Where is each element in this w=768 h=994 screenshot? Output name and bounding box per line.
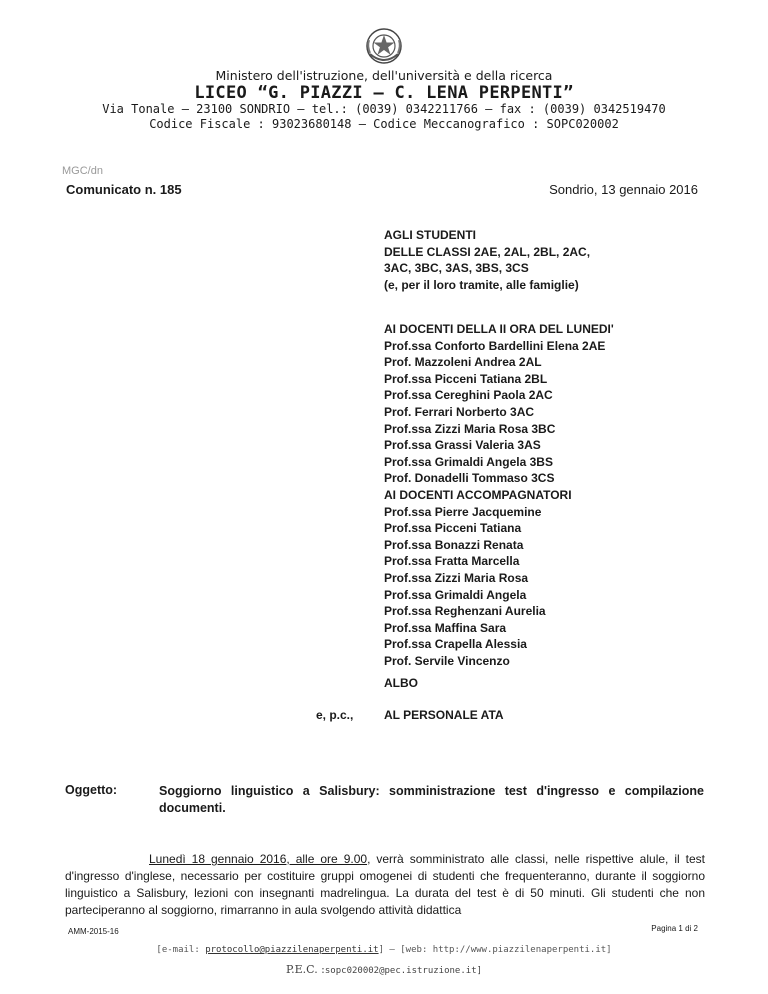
school-name: LICEO “G. PIAZZI – C. LENA PERPENTI” <box>194 83 574 103</box>
recipient-line: Prof.ssa Zizzi Maria Rosa 3BC <box>384 421 556 436</box>
page-number: Pagina 1 di 2 <box>651 924 698 933</box>
email-close: ] <box>378 945 384 955</box>
subject-text <box>159 783 704 817</box>
recipient-line: Prof. Ferrari Norberto 3AC <box>384 404 535 419</box>
ministry-name: Ministero dell'istruzione, dell'università e della ricerca <box>215 68 553 83</box>
body-text: , verrà somministrato alle classi, nelle rispettive alule, il test d'ingresso d'inglese, necessario per costituire gruppi omogenei di studenti che frequenteranno, durante il soggiorno linguistico a Salisbury, lezioni con insegnanti madrelingua. La durata del test è di 50 minuti. Gli studenti che non parteciperanno al soggiorno, rimarranno in aula svolgendo attività didattica <box>65 852 705 917</box>
recipient-line: Prof.ssa Picceni Tatiana <box>384 521 522 536</box>
recipient-line: 3AC, 3BC, 3AS, 3BS, 3CS <box>384 261 529 276</box>
subject-line: Soggiorno linguistico a Salisbury: somministrazione test d'ingresso e compilazione <box>159 784 704 798</box>
recipient-albo: ALBO <box>384 676 418 690</box>
recipient-line: Prof.ssa Grimaldi Angela 3BS <box>384 454 553 469</box>
recipient-line: AGLI STUDENTI <box>384 228 476 242</box>
recipient-line: Prof.ssa Pierre Jacquemine <box>384 504 542 519</box>
recipient-line: Prof. Mazzoleni Andrea 2AL <box>384 355 542 370</box>
recipient-line: Prof.ssa Grassi Valeria 3AS <box>384 438 541 453</box>
recipient-line: Prof.ssa Bonazzi Renata <box>384 537 524 552</box>
recipient-line: AI DOCENTI ACCOMPAGNATORI <box>384 488 572 502</box>
recipients-students <box>384 227 590 293</box>
recipient-line: Prof.ssa Conforto Bardellini Elena 2AE <box>384 338 606 353</box>
document-date: Sondrio, 13 gennaio 2016 <box>549 182 698 197</box>
recipients-teachers <box>384 321 614 487</box>
pec-label: P.E.C. : <box>285 963 325 976</box>
recipient-line: Prof.ssa Maffina Sara <box>384 620 507 635</box>
pec-line <box>0 963 768 976</box>
subject-line: documenti. <box>159 801 226 815</box>
recipient-line: Prof. Donadelli Tommaso 3CS <box>384 471 555 486</box>
recipient-line: (e, per il loro tramite, alle famiglie) <box>384 277 579 292</box>
recipient-line: Prof. Servile Vincenzo <box>384 653 510 668</box>
recipient-line: Prof.ssa Fratta Marcella <box>384 554 520 569</box>
recipient-line: Prof.ssa Picceni Tatiana 2BL <box>384 371 548 386</box>
document-reference: AMM-2015-16 <box>68 927 119 936</box>
recipient-line: Prof.ssa Crapella Alessia <box>384 637 527 652</box>
school-address: Via Tonale – 23100 SONDRIO – tel.: (0039) 0342211766 – fax : (0039) 0342519470 <box>102 102 666 116</box>
recipient-ata: AL PERSONALE ATA <box>384 708 504 722</box>
author-initials: MGC/dn <box>62 165 103 177</box>
recipient-line: Prof.ssa Zizzi Maria Rosa <box>384 570 529 585</box>
body-date-underlined: Lunedì 18 gennaio 2016, alle ore 9.00 <box>149 852 368 866</box>
recipient-line: Prof.ssa Cereghini Paola 2AC <box>384 388 553 403</box>
recipient-line: AI DOCENTI DELLA II ORA DEL LUNEDI' <box>384 322 614 336</box>
comunicato-number: Comunicato n. 185 <box>66 182 182 197</box>
body-paragraph <box>65 851 705 919</box>
web-link[interactable]: [web: http://www.piazzilenaperpenti.it] <box>400 945 612 955</box>
school-codes: Codice Fiscale : 93023680148 – Codice Meccanografico : SOPC020002 <box>149 117 619 131</box>
recipient-line: Prof.ssa Reghenzani Aurelia <box>384 604 546 619</box>
recipient-line: DELLE CLASSI 2AE, 2AL, 2BL, 2AC, <box>384 244 591 259</box>
recipients-chaperones <box>384 487 572 670</box>
email-link[interactable]: protocollo@piazzilenaperpenti.it <box>205 945 379 955</box>
subject-label: Oggetto: <box>65 783 118 797</box>
contact-line <box>0 945 768 955</box>
cc-label: e, p.c., <box>316 708 354 722</box>
separator: – <box>384 945 401 955</box>
email-label: [e-mail: <box>156 945 206 955</box>
pec-address: sopc020002@pec.istruzione.it] <box>324 966 483 976</box>
italian-republic-emblem <box>364 26 404 66</box>
recipient-line: Prof.ssa Grimaldi Angela <box>384 587 527 602</box>
